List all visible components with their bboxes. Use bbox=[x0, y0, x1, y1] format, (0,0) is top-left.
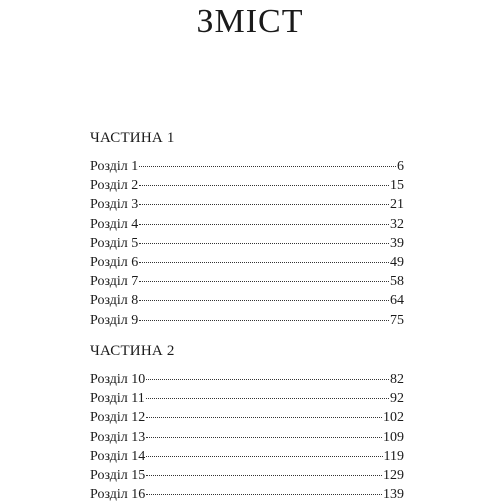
toc-entry-label: Розділ 8 bbox=[90, 293, 139, 309]
dot-leader bbox=[139, 243, 389, 244]
section-heading: ЧАСТИНА 1 bbox=[90, 130, 175, 146]
toc-entry[interactable] bbox=[90, 389, 404, 408]
toc-entry-label: Розділ 11 bbox=[90, 391, 145, 407]
dot-leader bbox=[139, 185, 389, 186]
toc-entry[interactable] bbox=[90, 253, 404, 272]
section-heading: ЧАСТИНА 2 bbox=[90, 343, 175, 359]
dot-leader bbox=[139, 281, 389, 282]
toc-entry-label: Розділ 10 bbox=[90, 372, 146, 387]
toc-page-number: 6 bbox=[397, 159, 404, 174]
toc-page-number: 64 bbox=[390, 293, 404, 309]
toc-list bbox=[90, 370, 404, 504]
toc-page-number: 21 bbox=[390, 197, 404, 213]
toc-page-number: 102 bbox=[383, 410, 404, 426]
dot-leader bbox=[146, 379, 389, 380]
toc-section-part-1 bbox=[90, 128, 404, 330]
toc-entry-label: Розділ 3 bbox=[90, 197, 139, 213]
toc-entry-label: Розділ 4 bbox=[90, 216, 139, 232]
page-title: ЗМІСТ bbox=[196, 3, 304, 40]
toc-page-number: 15 bbox=[390, 178, 404, 194]
toc-page-number: 75 bbox=[390, 312, 404, 328]
dot-leader bbox=[139, 204, 389, 205]
toc-entry-label: Розділ 9 bbox=[90, 312, 139, 328]
toc-entry[interactable] bbox=[90, 466, 404, 485]
toc-entry-label: Розділ 6 bbox=[90, 254, 139, 270]
toc-page-number: 139 bbox=[383, 487, 404, 503]
toc-page-number: 49 bbox=[390, 254, 404, 270]
toc-page-number: 58 bbox=[390, 274, 404, 290]
dot-leader bbox=[139, 166, 396, 167]
dot-leader bbox=[139, 320, 389, 321]
toc-entry[interactable] bbox=[90, 370, 404, 389]
toc-entry-label: Розділ 14 bbox=[90, 448, 146, 464]
toc-page-number: 32 bbox=[390, 216, 404, 232]
toc-entry-label: Розділ 5 bbox=[90, 235, 139, 251]
toc-list bbox=[90, 157, 404, 330]
dot-leader bbox=[146, 456, 382, 457]
toc-entry[interactable] bbox=[90, 291, 404, 310]
toc-entry[interactable] bbox=[90, 157, 404, 176]
toc-entry[interactable] bbox=[90, 311, 404, 330]
toc-entry[interactable] bbox=[90, 215, 404, 234]
toc-page-number: 39 bbox=[390, 235, 404, 251]
toc-entry[interactable] bbox=[90, 447, 404, 466]
toc-entry-label: Розділ 1 bbox=[90, 159, 139, 174]
dot-leader bbox=[146, 417, 382, 418]
toc-entry[interactable] bbox=[90, 272, 404, 291]
toc-entry-label: Розділ 16 bbox=[90, 487, 146, 503]
dot-leader bbox=[146, 494, 382, 495]
toc-page-number: 129 bbox=[383, 467, 404, 483]
dot-leader bbox=[146, 398, 389, 399]
toc-page-number: 92 bbox=[390, 391, 404, 407]
dot-leader bbox=[146, 437, 382, 438]
toc-section-part-2 bbox=[90, 341, 404, 504]
toc-entry-label: Розділ 13 bbox=[90, 429, 146, 445]
toc-entry[interactable] bbox=[90, 195, 404, 214]
toc-entry-label: Розділ 2 bbox=[90, 178, 139, 194]
toc-entry-label: Розділ 15 bbox=[90, 467, 146, 483]
toc-entry[interactable] bbox=[90, 485, 404, 504]
toc-entry[interactable] bbox=[90, 408, 404, 427]
toc-entry[interactable] bbox=[90, 234, 404, 253]
dot-leader bbox=[139, 224, 389, 225]
dot-leader bbox=[139, 262, 389, 263]
dot-leader bbox=[139, 300, 389, 301]
dot-leader bbox=[146, 475, 382, 476]
toc-page-number: 109 bbox=[383, 429, 404, 445]
toc-page-number: 119 bbox=[383, 448, 404, 464]
toc-page-number: 82 bbox=[390, 372, 404, 387]
toc-entry-label: Розділ 12 bbox=[90, 410, 146, 426]
toc-entry[interactable] bbox=[90, 176, 404, 195]
toc-entry-label: Розділ 7 bbox=[90, 274, 139, 290]
toc-entry[interactable] bbox=[90, 428, 404, 447]
